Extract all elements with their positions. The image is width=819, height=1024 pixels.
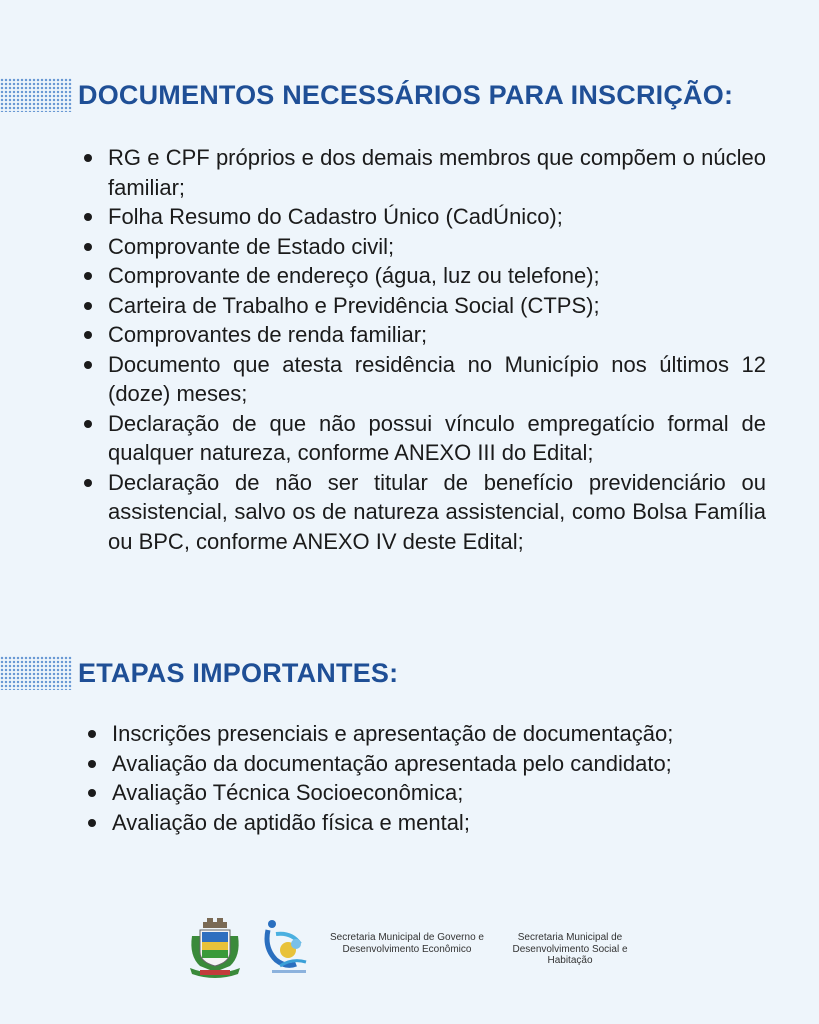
steps-section-header [0, 656, 398, 690]
list-item: Declaração de não ser titular de benefício previdenciário ou assistencial, salvo os de natureza assistencial, como Bolsa Família ou BPC, conforme ANEXO IV deste Edital; [82, 468, 766, 557]
list-item: RG e CPF próprios e dos demais membros que compõem o núcleo familiar; [82, 143, 766, 202]
secretaria-social-label: Secretaria Municipal de Desenvolvimento Social e Habitação [512, 932, 628, 966]
documents-section-header [0, 78, 733, 112]
secretaria-governo-label: Secretaria Municipal de Governo e Desenvolvimento Econômico [330, 932, 484, 955]
steps-list [86, 719, 766, 837]
dot-pattern-decoration [0, 656, 72, 690]
footer-logos [0, 912, 819, 982]
documents-section-title: DOCUMENTOS NECESSÁRIOS PARA INSCRIÇÃO: [78, 79, 734, 110]
list-item: Comprovante de endereço (água, luz ou telefone); [82, 261, 766, 291]
municipal-crest-logo [186, 916, 244, 978]
list-item: Comprovantes de renda familiar; [82, 320, 766, 350]
list-item: Avaliação da documentação apresentada pelo candidato; [86, 749, 766, 779]
social-development-logo [262, 914, 314, 976]
list-item: Declaração de que não possui vínculo empregatício formal de qualquer natureza, conforme ANEXO III do Edital; [82, 409, 766, 468]
list-item: Carteira de Trabalho e Previdência Social (CTPS); [82, 291, 766, 321]
list-item: Inscrições presenciais e apresentação de documentação; [86, 719, 766, 749]
list-item: Documento que atesta residência no Município nos últimos 12 (doze) meses; [82, 350, 766, 409]
documents-list [82, 143, 766, 556]
list-item: Folha Resumo do Cadastro Único (CadÚnico); [82, 202, 766, 232]
list-item: Comprovante de Estado civil; [82, 232, 766, 262]
list-item: Avaliação de aptidão física e mental; [86, 808, 766, 838]
dot-pattern-decoration [0, 78, 72, 112]
list-item: Avaliação Técnica Socioeconômica; [86, 778, 766, 808]
steps-section-title: ETAPAS IMPORTANTES: [78, 657, 399, 688]
